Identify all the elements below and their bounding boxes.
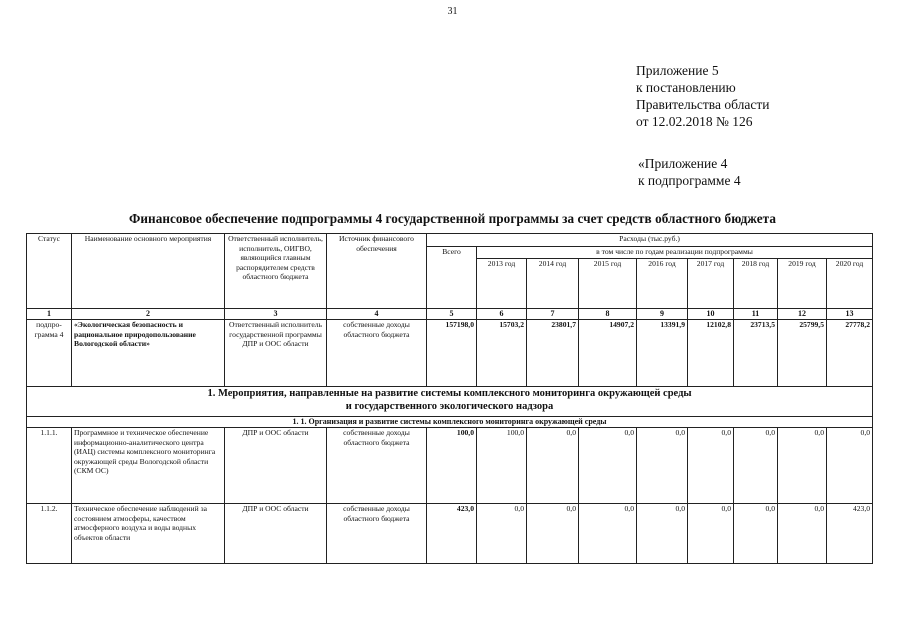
table-row (27, 504, 873, 564)
row-value: 0,0 (827, 428, 873, 504)
budget-table (26, 233, 873, 564)
row-value: 0,0 (778, 504, 827, 564)
row-value: 23801,7 (527, 320, 579, 387)
appendix-line: «Приложение 4 (638, 156, 728, 171)
row-value: 0,0 (579, 428, 637, 504)
table-row (27, 428, 873, 504)
row-value: 13391,9 (637, 320, 688, 387)
column-number: 13 (827, 309, 873, 320)
column-number: 6 (477, 309, 527, 320)
row-value: 423,0 (427, 504, 477, 564)
row-value: 0,0 (637, 428, 688, 504)
subsection-title: 1. 1. Организация и развитие системы комплексного мониторинга окружающей среды (27, 417, 873, 428)
appendix-line: к постановлению (636, 80, 736, 95)
row-source: собственные доходы областного бюджета (327, 428, 427, 504)
section-title-line: 1. Мероприятия, направленные на развитие системы комплексного мониторинга окружающей среды (207, 388, 692, 399)
row-value: 0,0 (477, 504, 527, 564)
subsection-row (27, 417, 873, 428)
appendix-line: Правительства области (636, 97, 770, 112)
row-value: 0,0 (527, 504, 579, 564)
row-name: Техническое обеспечение наблюдений за состоянием атмосферы, качеством атмосферного воздуха и воды водных объектов области (72, 504, 225, 564)
header-year: 2018 год (734, 259, 778, 309)
row-value: 0,0 (637, 504, 688, 564)
row-value: 423,0 (827, 504, 873, 564)
appendix-line: к подпрограмме 4 (638, 173, 741, 188)
header-executor: Ответственный исполнитель, исполнитель, ОИГВО, являющийся главным распорядителем средств областного бюджета (225, 234, 327, 309)
column-number: 1 (27, 309, 72, 320)
appendix-block (636, 62, 769, 130)
row-name: «Экологическая безопасность и рациональное природопользование Вологодской области» (72, 320, 225, 387)
row-value: 14907,2 (579, 320, 637, 387)
header-row (27, 234, 873, 247)
section-row (27, 387, 873, 417)
header-total: Всего (427, 247, 477, 309)
row-value: 0,0 (579, 504, 637, 564)
header-year: 2017 год (688, 259, 734, 309)
appendix-block-2 (638, 155, 741, 189)
row-value: 0,0 (734, 428, 778, 504)
section-title-line: и государственного экологического надзора (345, 401, 554, 412)
document-title: Финансовое обеспечение подпрограммы 4 государственной программы за счет средств областного бюджета (129, 211, 776, 226)
row-value: 23713,5 (734, 320, 778, 387)
column-number-row (27, 309, 873, 320)
header-year: 2019 год (778, 259, 827, 309)
row-name: Программное и техническое обеспечение информационно-аналитического центра (ИАЦ) системы комплексного мониторинга окружающей среды Вологодской области (СКМ ОС) (72, 428, 225, 504)
column-number: 8 (579, 309, 637, 320)
column-number: 2 (72, 309, 225, 320)
section-title (27, 387, 873, 417)
row-value: 27778,2 (827, 320, 873, 387)
column-number: 9 (637, 309, 688, 320)
row-value: 100,0 (477, 428, 527, 504)
row-value: 0,0 (527, 428, 579, 504)
header-year: 2013 год (477, 259, 527, 309)
row-value: 157198,0 (427, 320, 477, 387)
row-status: 1.1.1. (27, 428, 72, 504)
row-status: подпро-грамма 4 (27, 320, 72, 387)
row-value: 15703,2 (477, 320, 527, 387)
appendix-line: Приложение 5 (636, 63, 719, 78)
header-status: Статус (27, 234, 72, 309)
header-year: 2020 год (827, 259, 873, 309)
row-value: 0,0 (778, 428, 827, 504)
row-value: 0,0 (734, 504, 778, 564)
header-year: 2016 год (637, 259, 688, 309)
row-value: 100,0 (427, 428, 477, 504)
column-number: 7 (527, 309, 579, 320)
column-number: 12 (778, 309, 827, 320)
column-number: 4 (327, 309, 427, 320)
row-executor: ДПР и ООС области (225, 504, 327, 564)
row-value: 25799,5 (778, 320, 827, 387)
row-value: 12102,8 (688, 320, 734, 387)
header-by-years: в том числе по годам реализации подпрограммы (477, 247, 873, 259)
column-number: 11 (734, 309, 778, 320)
column-number: 5 (427, 309, 477, 320)
header-expenses: Расходы (тыс.руб.) (427, 234, 873, 247)
column-number: 10 (688, 309, 734, 320)
header-source: Источник финансового обеспечения (327, 234, 427, 309)
row-status: 1.1.2. (27, 504, 72, 564)
header-year: 2014 год (527, 259, 579, 309)
page-number: 31 (447, 6, 458, 17)
appendix-line: от 12.02.2018 № 126 (636, 114, 753, 129)
row-value: 0,0 (688, 428, 734, 504)
row-executor: ДПР и ООС области (225, 428, 327, 504)
row-executor: Ответственный исполнитель государственной программы ДПР и ООС области (225, 320, 327, 387)
program-row (27, 320, 873, 387)
column-number: 3 (225, 309, 327, 320)
row-value: 0,0 (688, 504, 734, 564)
row-source: собственные доходы областного бюджета (327, 320, 427, 387)
row-source: собственные доходы областного бюджета (327, 504, 427, 564)
header-year: 2015 год (579, 259, 637, 309)
header-name: Наименование основного мероприятия (72, 234, 225, 309)
